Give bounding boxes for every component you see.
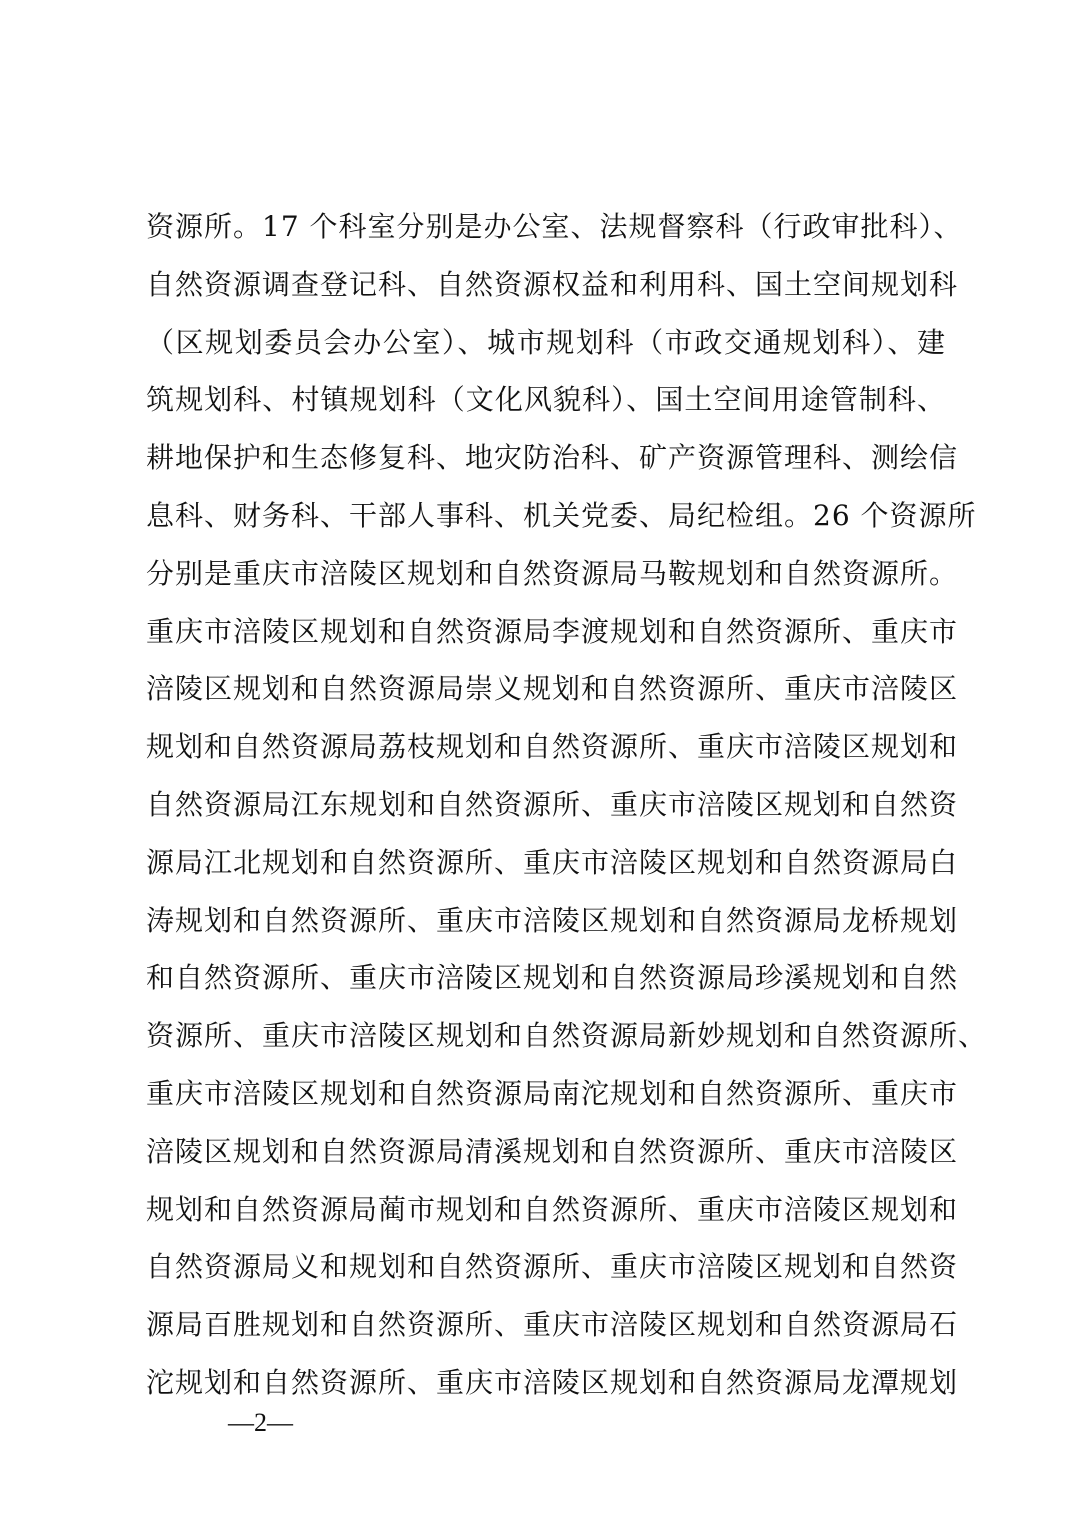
text-line: 涛规划和自然资源所、重庆市涪陵区规划和自然资源局龙桥规划 [146, 903, 959, 937]
text-line: 沱规划和自然资源所、重庆市涪陵区规划和自然资源局龙潭规划 [146, 1365, 959, 1399]
text-line: 耕地保护和生态修复科、地灾防治科、矿产资源管理科、测绘信 [146, 441, 959, 475]
text-line: 规划和自然资源局蔺市规划和自然资源所、重庆市涪陵区规划和 [146, 1192, 959, 1226]
body-text [146, 198, 988, 1412]
text-line: 息科、财务科、干部人事科、机关党委、局纪检组。26 个资源所 [146, 498, 977, 532]
text-line: 自然资源局江东规划和自然资源所、重庆市涪陵区规划和自然资 [146, 787, 959, 821]
text-line: 自然资源局义和规划和自然资源所、重庆市涪陵区规划和自然资 [146, 1250, 959, 1284]
text-line: 重庆市涪陵区规划和自然资源局李渡规划和自然资源所、重庆市 [146, 614, 959, 648]
text-line: 规划和自然资源局荔枝规划和自然资源所、重庆市涪陵区规划和 [146, 730, 959, 764]
text-line: 源局江北规划和自然资源所、重庆市涪陵区规划和自然资源局白 [146, 845, 959, 879]
text-line: 分别是重庆市涪陵区规划和自然资源局马鞍规划和自然资源所。 [146, 556, 959, 590]
text-line: 自然资源调查登记科、自然资源权益和利用科、国土空间规划科 [146, 267, 959, 301]
text-line: 涪陵区规划和自然资源局清溪规划和自然资源所、重庆市涪陵区 [146, 1134, 959, 1168]
text-line: 重庆市涪陵区规划和自然资源局南沱规划和自然资源所、重庆市 [146, 1076, 959, 1110]
text-line: 涪陵区规划和自然资源局崇义规划和自然资源所、重庆市涪陵区 [146, 672, 959, 706]
text-line: 资源所、重庆市涪陵区规划和自然资源局新妙规划和自然资源所、 [146, 1019, 988, 1053]
text-line: 资源所。17 个科室分别是办公室、法规督察科（行政审批科）、 [146, 210, 963, 243]
page-number: —2— [228, 1408, 293, 1437]
text-line: （区规划委员会办公室）、城市规划科（市政交通规划科）、建 [146, 325, 946, 359]
text-line: 源局百胜规划和自然资源所、重庆市涪陵区规划和自然资源局石 [146, 1308, 959, 1342]
text-line: 筑规划科、村镇规划科（文化风貌科）、国土空间用途管制科、 [146, 383, 946, 417]
text-line: 和自然资源所、重庆市涪陵区规划和自然资源局珍溪规划和自然 [146, 961, 959, 995]
